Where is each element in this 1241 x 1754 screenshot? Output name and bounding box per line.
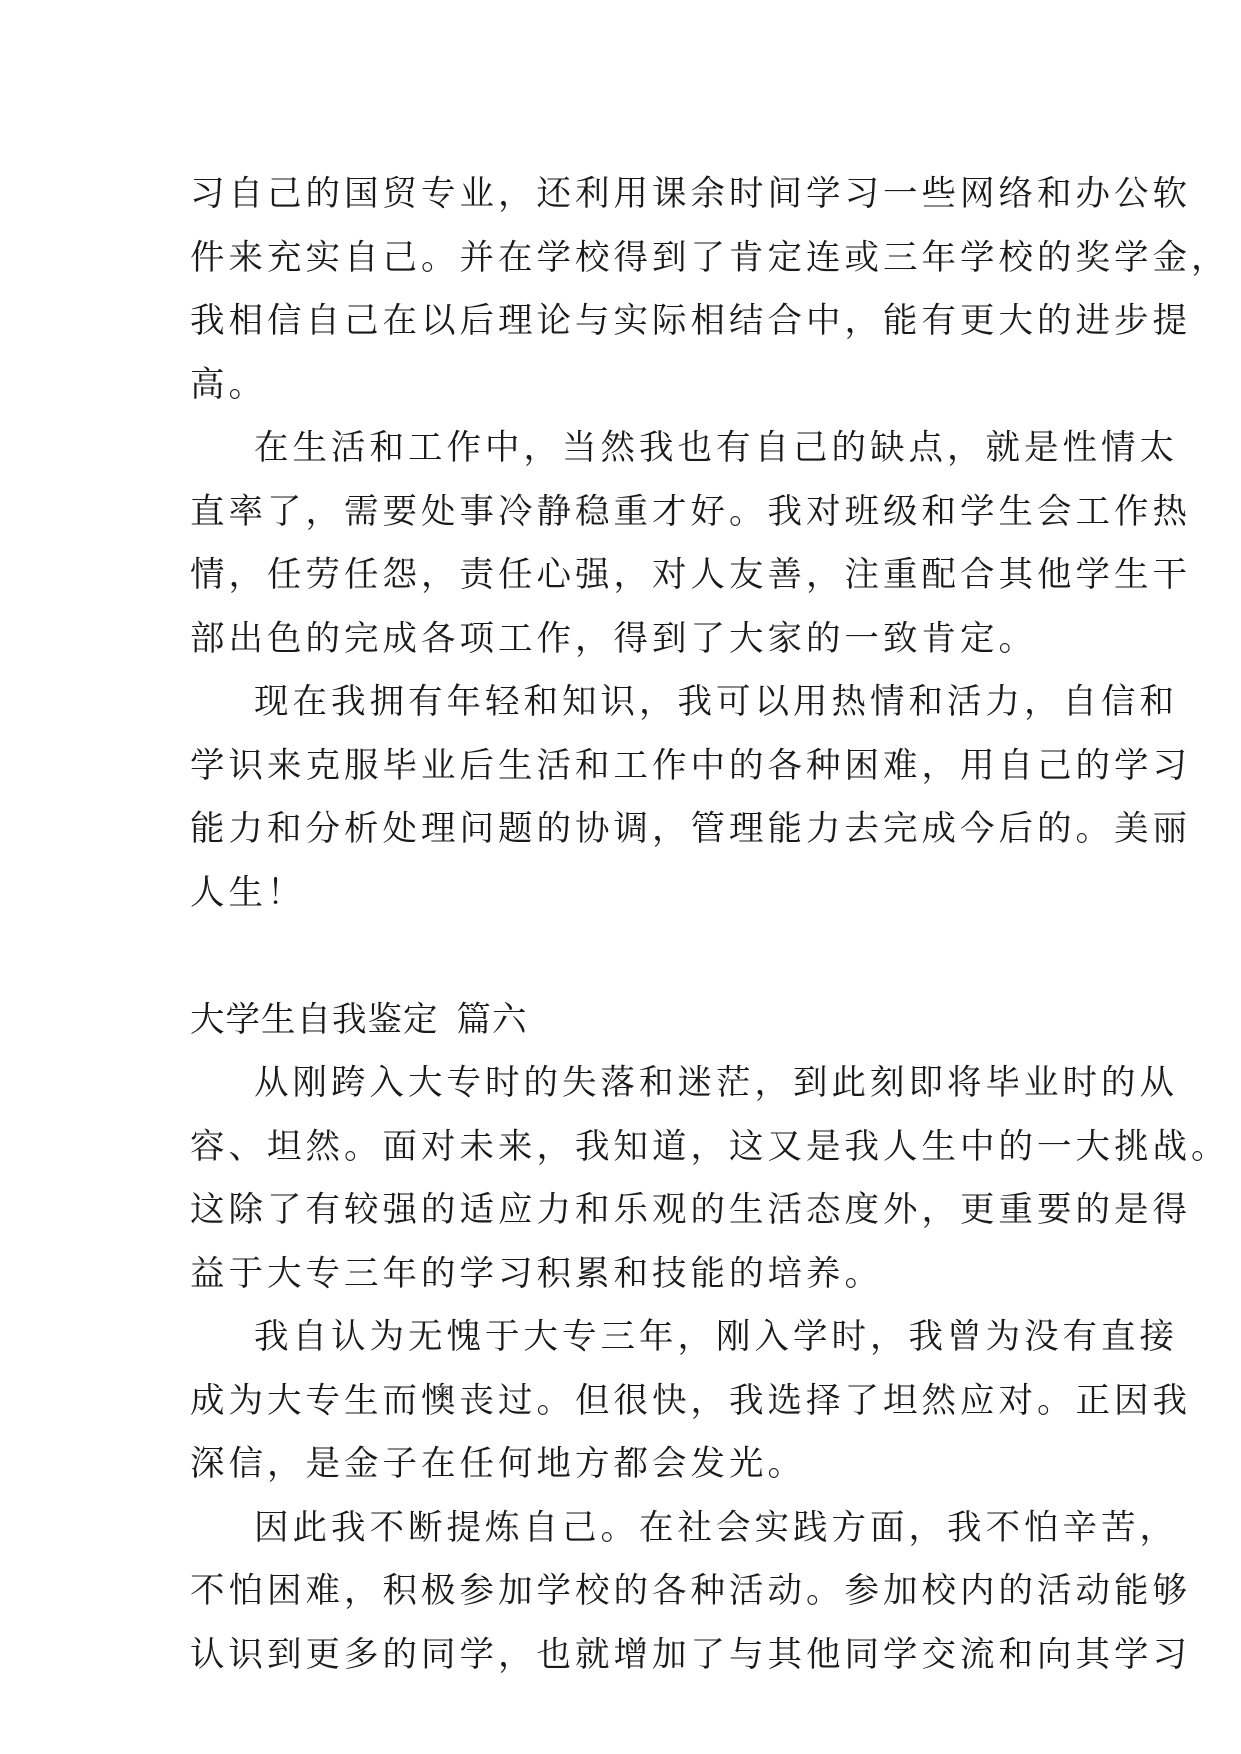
- paragraph-line: 直率了，需要处事冷静稳重才好。我对班级和学生会工作热: [190, 491, 1191, 532]
- heading-title: 大学生自我鉴定: [190, 999, 439, 1040]
- heading-section: 篇六: [456, 999, 528, 1040]
- paragraph-line: 件来充实自己。并在学校得到了肯定连或三年学校的奖学金，: [190, 237, 1230, 278]
- paragraph-line: 人生！: [190, 872, 306, 913]
- paragraph: [190, 1306, 1191, 1497]
- paragraph-line: 在生活和工作中，当然我也有自己的缺点，就是性情太: [254, 428, 1178, 468]
- paragraph: [190, 1052, 1230, 1306]
- paragraph-line: 习自己的国贸专业，还利用课余时间学习一些网络和办公软: [190, 174, 1191, 214]
- paragraph-line: 高。: [190, 364, 267, 405]
- paragraph: [190, 671, 1191, 925]
- paragraph-line: 我相信自己在以后理论与实际相结合中，能有更大的进步提: [190, 301, 1191, 341]
- paragraph-line: 我自认为无愧于大专三年，刚入学时，我曾为没有直接: [254, 1317, 1178, 1357]
- paragraph-line: 学识来克服毕业后生活和工作中的各种困难，用自己的学习: [190, 745, 1191, 786]
- paragraph-line: 深信，是金子在任何地方都会发光。: [190, 1444, 806, 1484]
- paragraph-line: 因此我不断提炼自己。在社会实践方面，我不怕辛苦，: [254, 1507, 1178, 1548]
- paragraph: [190, 417, 1191, 671]
- paragraph-line: 益于大专三年的学习积累和技能的培养。: [190, 1253, 883, 1294]
- paragraph-line: 现在我拥有年轻和知识，我可以用热情和活力，自信和: [254, 682, 1178, 722]
- paragraph-line: 成为大专生而懊丧过。但很快，我选择了坦然应对。正因我: [190, 1380, 1191, 1421]
- paragraph: [190, 1497, 1191, 1688]
- blank-line: [190, 925, 1070, 989]
- paragraph-line: 情，任劳任怨，责任心强，对人友善，注重配合其他学生干: [190, 555, 1191, 595]
- paragraph-line: 从刚跨入大专时的失落和迷茫，到此刻即将毕业时的从: [254, 1063, 1178, 1103]
- document-body: [190, 163, 1230, 1687]
- paragraph-line: 认识到更多的同学，也就增加了与其他同学交流和向其学习: [190, 1634, 1191, 1675]
- paragraph-line: 能力和分析处理问题的协调，管理能力去完成今后的。美丽: [190, 809, 1191, 849]
- paragraph-line: 部出色的完成各项工作，得到了大家的一致肯定。: [190, 618, 1037, 659]
- paragraph-line: 不怕困难，积极参加学校的各种活动。参加校内的活动能够: [190, 1571, 1191, 1611]
- paragraph-line: 这除了有较强的适应力和乐观的生活态度外，更重要的是得: [190, 1190, 1191, 1230]
- paragraph-line: 容、坦然。面对未来，我知道，这又是我人生中的一大挑战。: [190, 1126, 1230, 1167]
- section-heading: [190, 989, 1070, 1053]
- paragraph: [190, 163, 1230, 417]
